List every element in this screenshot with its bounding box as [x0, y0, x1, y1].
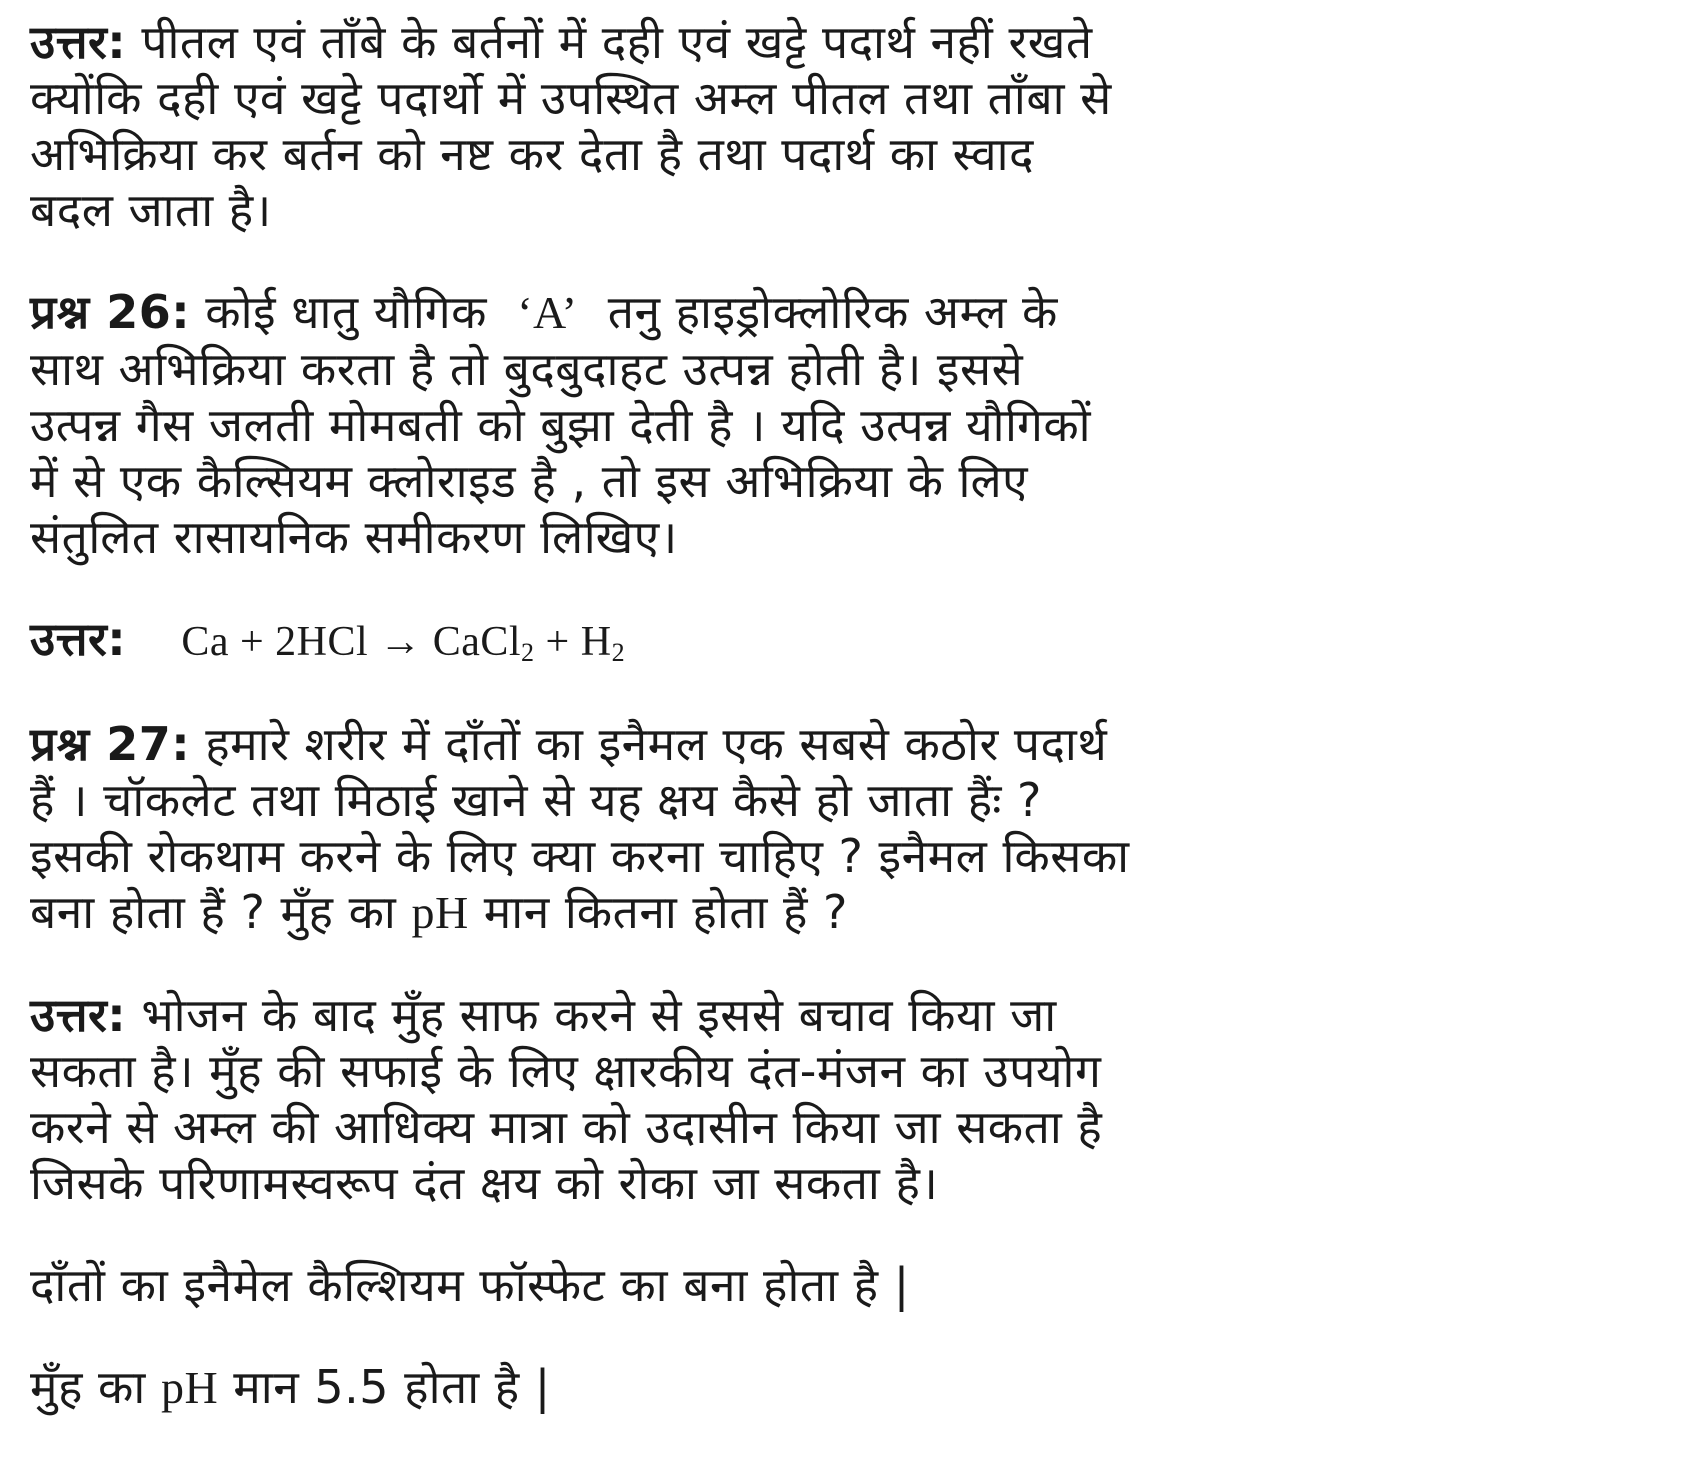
question-26-text-post: तनु हाइड्रोक्लोरिक अम्ल के — [607, 285, 1058, 339]
question-26-line-3: उत्पन्न गैस जलती मोमबती को बुझा देती है । यदि उत्पन्न यौगिकों — [30, 398, 1092, 452]
question-26-line-1 — [30, 284, 1250, 341]
question-26-text-pre: कोई धातु यौगिक — [205, 285, 487, 339]
answer-26-line — [30, 611, 1250, 670]
ph-term: pH — [411, 887, 469, 938]
answer-27-line-2: सकता है। मुँह की सफाई के लिए क्षारकीय दंत-मंजन का उपयोग — [30, 1044, 1102, 1098]
document-page — [30, 14, 1250, 1462]
answer-25-line-4: बदल जाता है। — [30, 183, 272, 237]
ph-term: pH — [160, 1362, 219, 1413]
question-26-line-4: में से एक कैल्सियम क्लोराइड है , तो इस अभिक्रिया के लिए — [30, 454, 1029, 508]
question-26-label: प्रश्न 26: — [30, 285, 191, 339]
mouth-ph-post: मान 5.5 होता है | — [233, 1360, 551, 1414]
equation-reactants: Ca + 2HCl → CaCl — [181, 619, 522, 665]
answer-27-line-4: जिसके परिणामस्वरूप दंत क्षय को रोका जा सकता है। — [30, 1156, 939, 1210]
answer-25-line-2: क्योंकि दही एवं खट्टे पदार्थो में उपस्थित अम्ल पीतल तथा ताँबा से — [30, 71, 1112, 125]
answer-25 — [30, 14, 1250, 238]
mouth-ph — [30, 1359, 1250, 1416]
question-27-label: प्रश्न 27: — [30, 717, 191, 771]
equation-mid: + H — [534, 619, 612, 665]
answer-label: उत्तर: — [30, 612, 127, 666]
equation-subscript-1: 2 — [521, 638, 535, 667]
equation-subscript-2: 2 — [611, 638, 626, 667]
question-27-text-4-post: मान कितना होता हैं ? — [483, 885, 848, 939]
answer-27-text-1: भोजन के बाद मुँह साफ करने से इससे बचाव किया जा — [141, 988, 1057, 1042]
question-27-line-1 — [30, 716, 1250, 772]
question-27-text-4-pre: बना होता हैं ? मुँह का — [30, 885, 397, 939]
chemical-equation — [181, 619, 625, 665]
answer-label: उत्तर: — [30, 988, 127, 1042]
compound-a: ‘A’ — [517, 287, 578, 338]
question-27-line-3: इसकी रोकथाम करने के लिए क्या करना चाहिए ? इनैमल किसका — [30, 829, 1130, 883]
answer-27-line-1 — [30, 987, 1250, 1043]
answer-26 — [30, 611, 1250, 670]
mouth-ph-line — [30, 1359, 1250, 1416]
question-26-line-5: संतुलित रासायनिक समीकरण लिखिए। — [30, 510, 678, 564]
answer-25-line-3: अभिक्रिया कर बर्तन को नष्ट कर देता है तथा पदार्थ का स्वाद — [30, 127, 1034, 181]
question-26 — [30, 284, 1250, 565]
mouth-ph-pre: मुँह का — [30, 1360, 146, 1414]
question-27-text-1: हमारे शरीर में दाँतों का इनैमल एक सबसे कठोर पदार्थ — [205, 717, 1108, 771]
question-27-line-4 — [30, 884, 1250, 941]
question-27-line-2: हैं । चॉकलेट तथा मिठाई खाने से यह क्षय कैसे हो जाता हैंः ? — [30, 773, 1042, 827]
answer-25-line-1 — [30, 14, 1250, 70]
answer-27-line-3: करने से अम्ल की आधिक्य मात्रा को उदासीन किया जा सकता है — [30, 1100, 1103, 1154]
enamel-composition-text: दाँतों का इनैमेल कैल्शियम फॉस्फेट का बना होता है | — [30, 1258, 910, 1312]
answer-label: उत्तर: — [30, 15, 127, 69]
answer-25-text-1: पीतल एवं ताँबे के बर्तनों में दही एवं खट्टे पदार्थ नहीं रखते — [141, 15, 1093, 69]
question-27 — [30, 716, 1250, 941]
enamel-composition — [30, 1257, 1250, 1313]
question-26-line-2: साथ अभिक्रिया करता है तो बुदबुदाहट उत्पन्न होती है। इससे — [30, 342, 1024, 396]
answer-27 — [30, 987, 1250, 1211]
